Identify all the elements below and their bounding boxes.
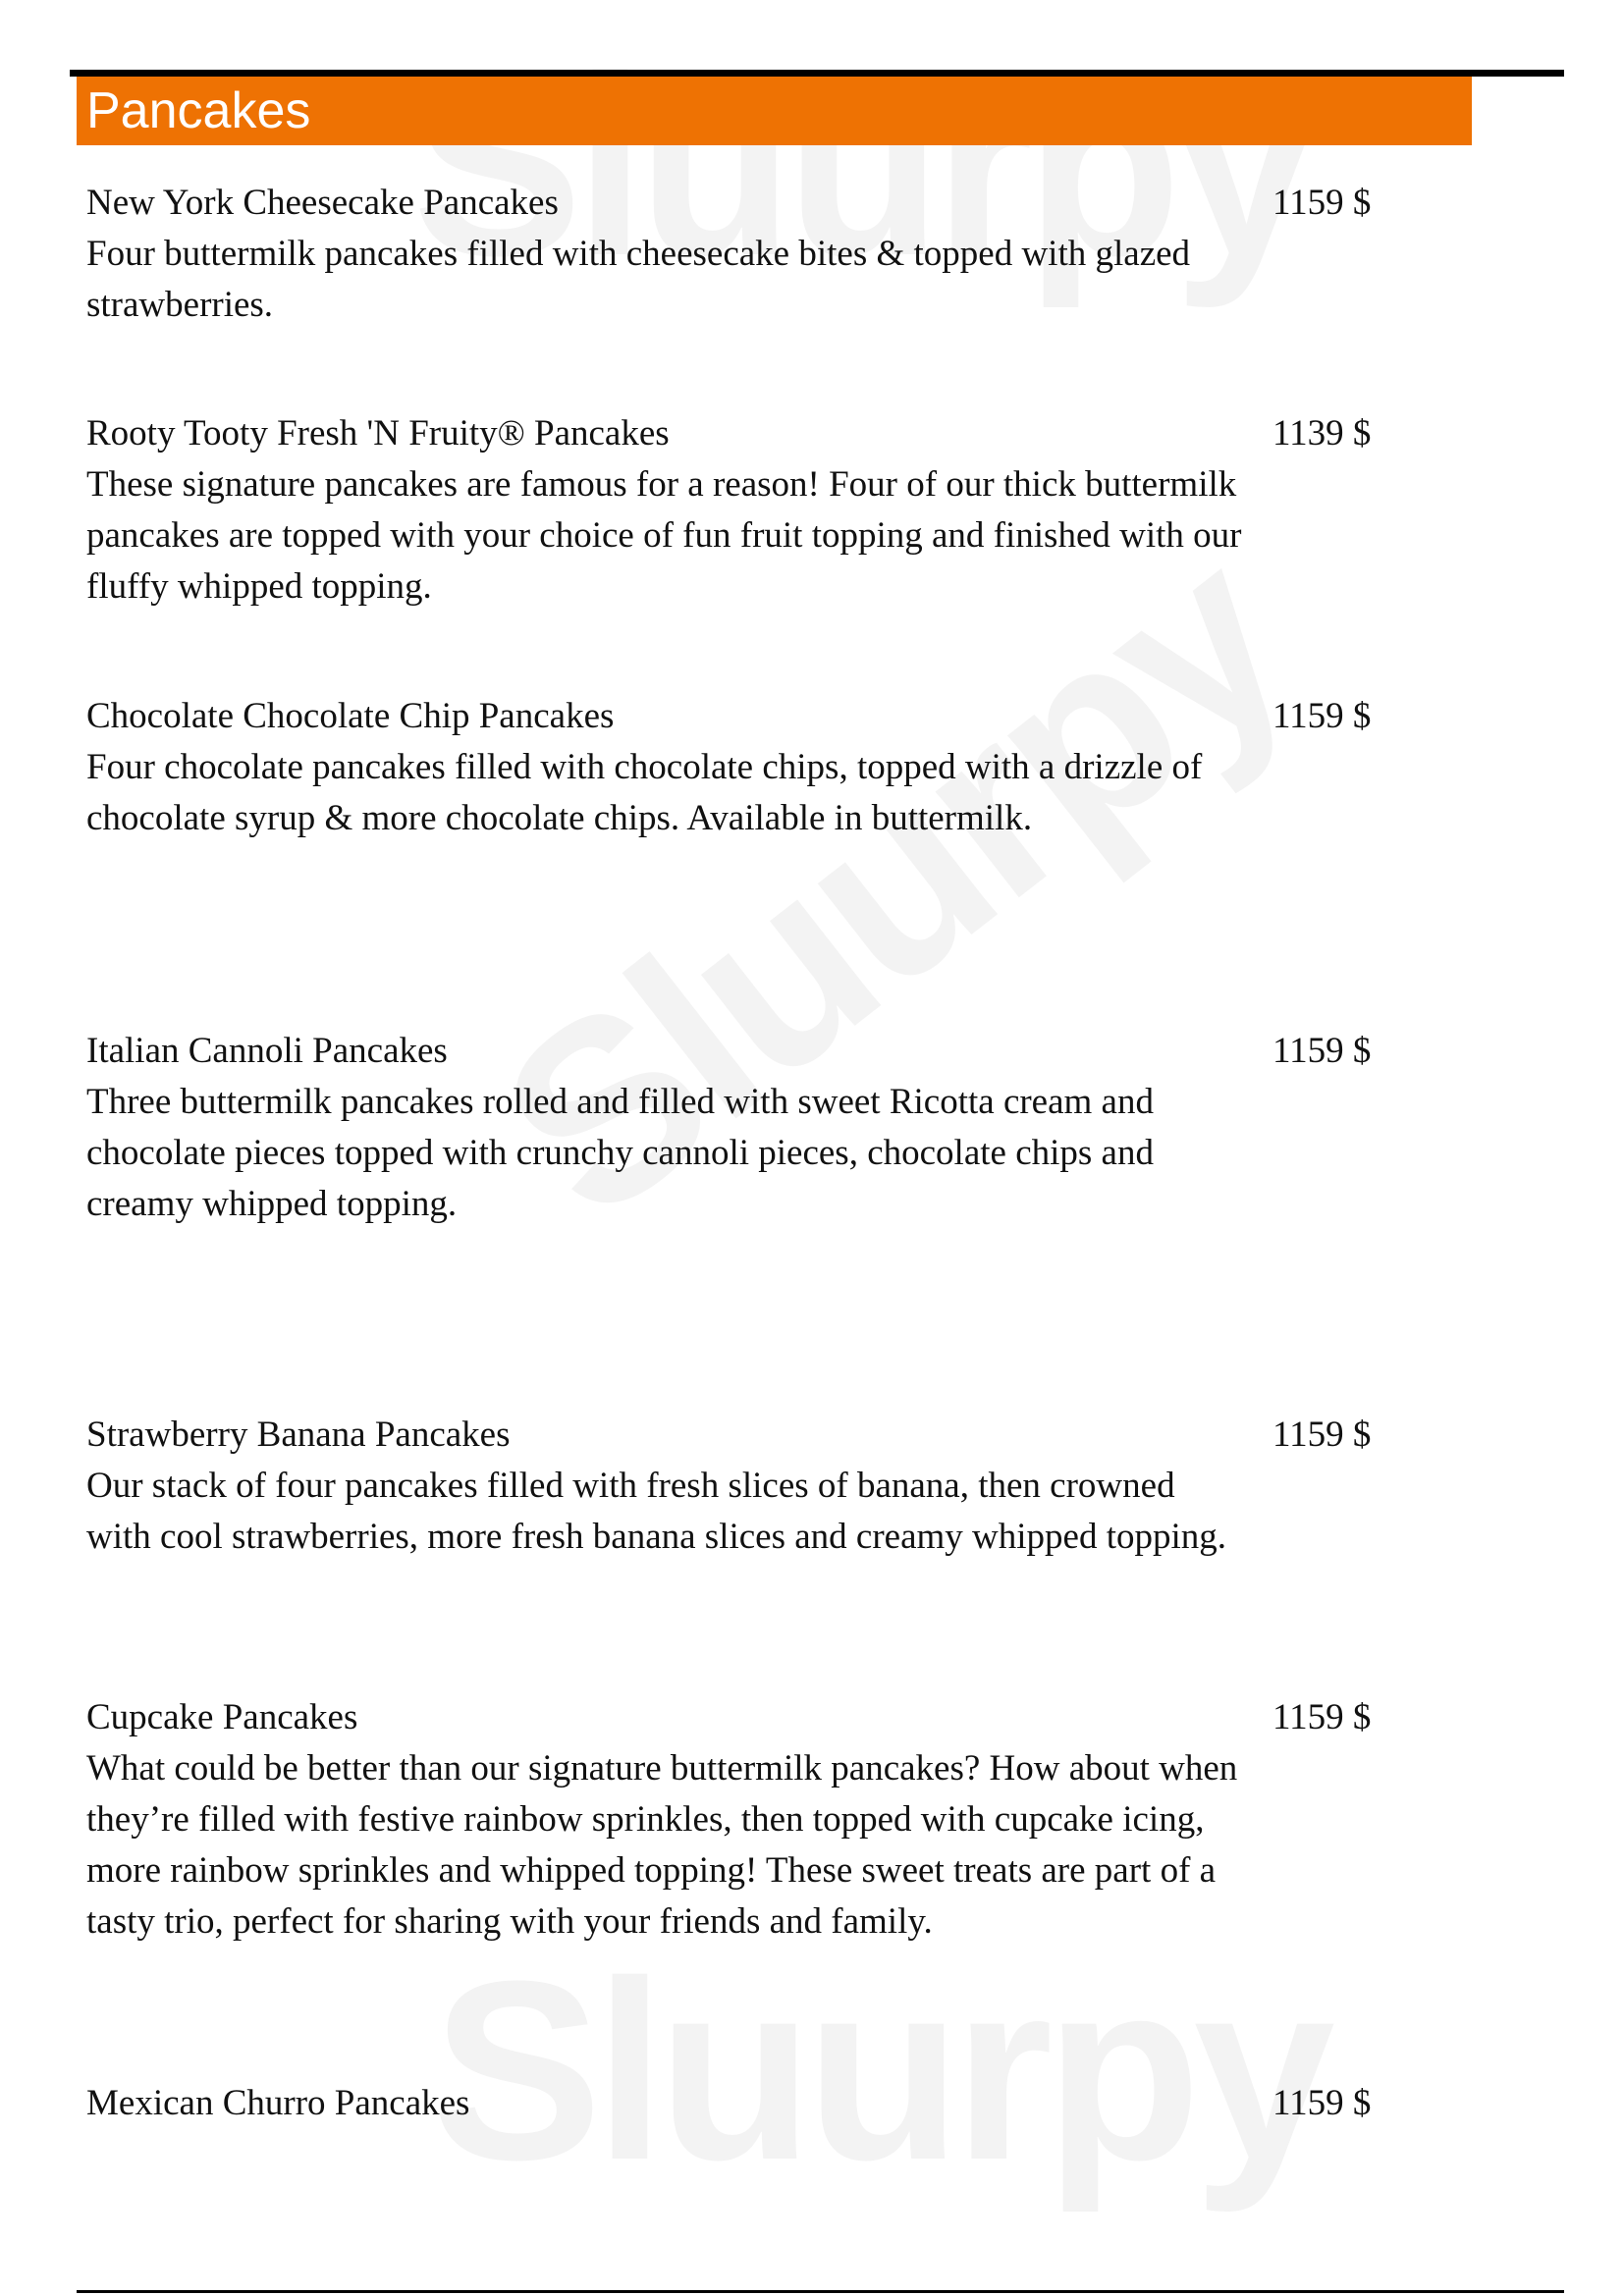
item-name: Italian Cannoli Pancakes: [86, 1031, 448, 1071]
menu-item: [86, 1026, 1392, 1230]
item-row: [86, 408, 1392, 459]
item-row: [86, 691, 1392, 742]
item-description: Three buttermilk pancakes rolled and filled with sweet Ricotta cream and chocolate pieces topped with crunchy cannoli pieces, chocolate chips and creamy whipped topping.: [86, 1082, 1154, 1224]
menu-item: [86, 2078, 1392, 2129]
item-price: 1159 $: [1272, 1031, 1372, 1071]
item-description: These signature pancakes are famous for a reason! Four of our thick buttermilk pancakes are topped with your choice of fun fruit topping and finished with our fluffy whipped topping.: [86, 464, 1242, 607]
item-name: Rooty Tooty Fresh 'N Fruity® Pancakes: [86, 413, 670, 454]
item-name: Cupcake Pancakes: [86, 1697, 358, 1737]
item-row: [86, 1692, 1392, 1743]
item-description: What could be better than our signature buttermilk pancakes? How about when they’re filled with festive rainbow sprinkles, then topped with cupcake icing, more rainbow sprinkles and whipped topping! These sweet treats are part of a tasty trio, perfect for sharing with your friends and family.: [86, 1748, 1238, 1942]
menu-item: [86, 178, 1392, 331]
item-row: [86, 1026, 1392, 1077]
item-description: Four chocolate pancakes filled with chocolate chips, topped with a drizzle of chocolate syrup & more chocolate chips. Available in buttermilk.: [86, 747, 1203, 838]
item-row: [86, 2078, 1392, 2129]
item-name: Chocolate Chocolate Chip Pancakes: [86, 696, 615, 736]
bottom-rule: [77, 2290, 1564, 2293]
watermark-logo: [432, 1944, 1327, 2199]
menu-item: [86, 1410, 1392, 1563]
menu-item: [86, 691, 1392, 844]
menu-item: [86, 408, 1392, 613]
item-price: 1139 $: [1272, 413, 1372, 454]
item-row: [86, 178, 1392, 229]
item-price: 1159 $: [1272, 2083, 1372, 2123]
item-price: 1159 $: [1272, 183, 1372, 223]
section-title: Pancakes: [86, 82, 311, 139]
item-price: 1159 $: [1272, 1415, 1372, 1455]
top-rule: [70, 70, 1564, 77]
item-name: Mexican Churro Pancakes: [86, 2083, 470, 2123]
item-price: 1159 $: [1272, 696, 1372, 736]
item-description: Our stack of four pancakes filled with fresh slices of banana, then crowned with cool strawberries, more fresh banana slices and creamy whipped topping.: [86, 1466, 1227, 1557]
item-row: [86, 1410, 1392, 1461]
item-description: Four buttermilk pancakes filled with cheesecake bites & topped with glazed strawberries.: [86, 234, 1191, 325]
item-price: 1159 $: [1272, 1697, 1372, 1737]
item-name: New York Cheesecake Pancakes: [86, 183, 559, 223]
menu-item: [86, 1692, 1392, 1948]
item-name: Strawberry Banana Pancakes: [86, 1415, 511, 1455]
section-header: [77, 77, 1472, 145]
